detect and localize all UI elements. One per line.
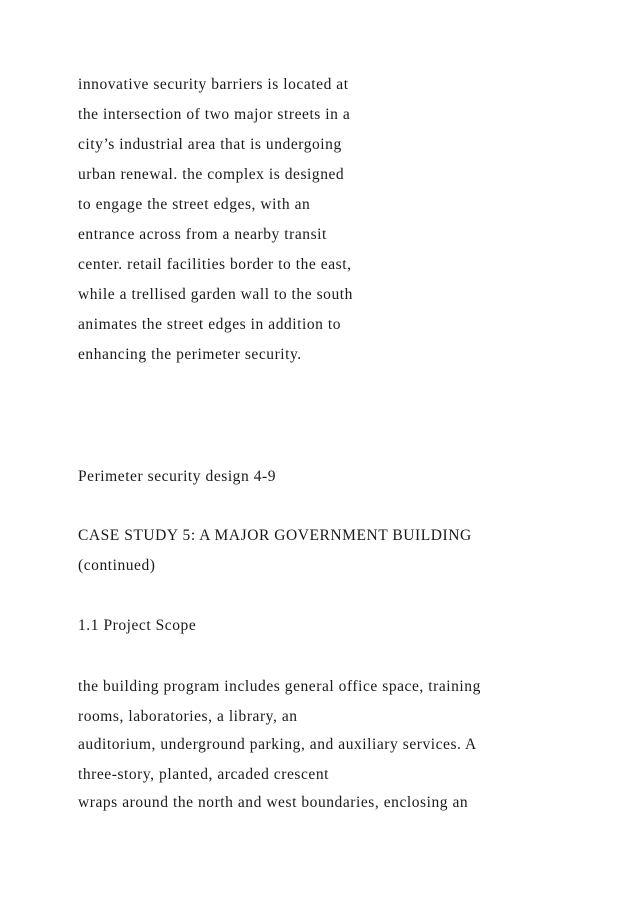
paragraph-line: to engage the street edges, with an xyxy=(78,196,311,213)
paragraph-line: entrance across from a nearby transit xyxy=(78,226,327,243)
case-study-title: CASE STUDY 5: A MAJOR GOVERNMENT BUILDING xyxy=(78,527,472,544)
paragraph-line: innovative security barriers is located at xyxy=(78,76,349,93)
paragraph-line: wraps around the north and west boundaries, enclosing an xyxy=(78,794,469,811)
paragraph-line: enhancing the perimeter security. xyxy=(78,346,302,363)
paragraph-line: auditorium, underground parking, and auxiliary services. A xyxy=(78,736,477,753)
case-study-continued: (continued) xyxy=(78,557,156,574)
paragraph-line: three-story, planted, arcaded crescent xyxy=(78,766,329,783)
page-header: Perimeter security design 4-9 xyxy=(78,468,277,485)
paragraph-line: the intersection of two major streets in a xyxy=(78,106,351,123)
section-heading: 1.1 Project Scope xyxy=(78,617,197,634)
paragraph-line: urban renewal. the complex is designed xyxy=(78,166,345,183)
paragraph-line: the building program includes general office space, training xyxy=(78,678,481,695)
paragraph-line: center. retail facilities border to the east, xyxy=(78,256,352,273)
paragraph-line: city’s industrial area that is undergoing xyxy=(78,136,342,153)
paragraph-line: rooms, laboratories, a library, an xyxy=(78,708,298,725)
paragraph-line: while a trellised garden wall to the south xyxy=(78,286,353,303)
paragraph-line: animates the street edges in addition to xyxy=(78,316,342,333)
